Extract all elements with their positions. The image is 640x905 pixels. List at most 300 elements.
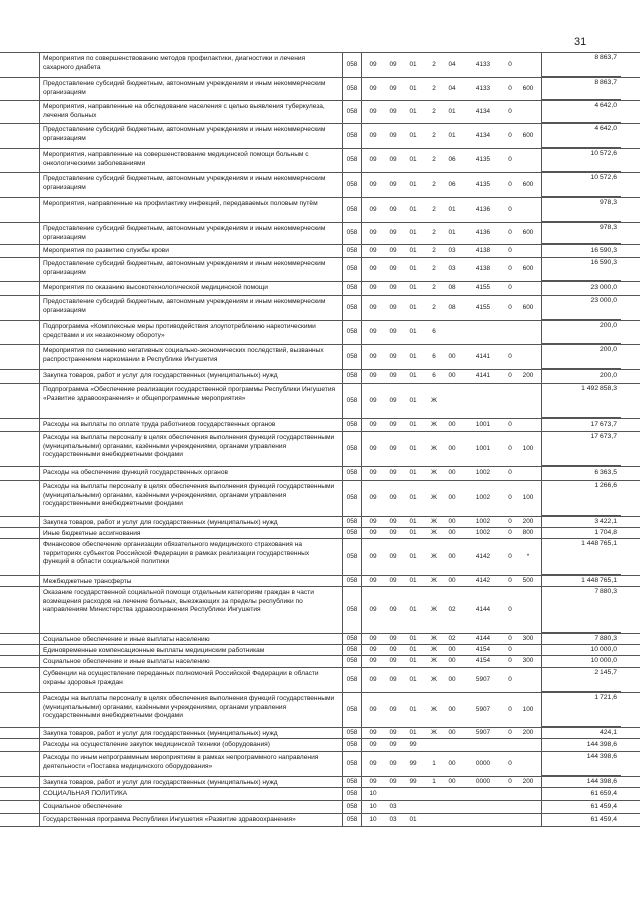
expense-type-code xyxy=(519,149,537,172)
event-code: 00 xyxy=(448,705,456,713)
program-code: 99 xyxy=(409,759,417,767)
row-amount: 144 398,6 xyxy=(541,739,621,751)
subsection-code: 09 xyxy=(389,396,397,404)
program-code: 01 xyxy=(409,494,417,502)
subsection-code: 09 xyxy=(389,372,397,380)
row-margin-cell xyxy=(0,370,40,383)
row-name: Расходы на обеспечение функций государственных органов xyxy=(43,469,228,476)
subsection-code xyxy=(384,788,402,800)
extra-code: 0 xyxy=(508,107,512,115)
program-code: 99 xyxy=(409,777,417,785)
table-row xyxy=(0,655,640,667)
row-amount: 8 863,7 xyxy=(541,78,621,100)
program-code: 01 xyxy=(409,205,417,213)
row-margin-cell xyxy=(0,634,40,644)
row-name: Мероприятия, направленные на обследование населения с целью выявления туберкулеза, лечения больных xyxy=(43,103,325,119)
expense-type-code xyxy=(519,645,537,655)
row-amount: 16 590,3 xyxy=(541,258,621,281)
expense-type-code: 600 xyxy=(522,180,534,188)
section-code: 09 xyxy=(369,517,377,525)
expense-type-code: 600 xyxy=(522,84,534,92)
row-amount: 17 673,7 xyxy=(541,419,621,431)
program-code: 01 xyxy=(409,303,417,311)
program-code: 01 xyxy=(409,605,417,613)
row-amount: 4 642,0 xyxy=(541,124,621,148)
subprogram-code: 1 xyxy=(432,759,436,767)
expense-type-code xyxy=(519,53,537,77)
subprogram-code: Ж xyxy=(431,645,437,653)
table-row xyxy=(0,692,640,727)
section-code: 09 xyxy=(369,634,377,642)
table-row xyxy=(0,738,640,751)
expense-type-code: * xyxy=(526,552,530,560)
event-code: 00 xyxy=(448,552,456,560)
program-code: 01 xyxy=(409,396,417,404)
event-code: 03 xyxy=(448,265,456,273)
subsection-code: 09 xyxy=(389,420,397,428)
event-code: 00 xyxy=(448,728,456,736)
section-code: 09 xyxy=(369,728,377,736)
row-name: Мероприятия по развитию службы крови xyxy=(43,247,169,254)
section-code: 09 xyxy=(369,84,377,92)
event-code xyxy=(444,801,460,813)
subsection-code: 09 xyxy=(389,131,397,139)
row-amount: 6 363,5 xyxy=(541,467,621,480)
section-code: 09 xyxy=(369,657,377,665)
subsection-code: 09 xyxy=(389,303,397,311)
gr-code: 058 xyxy=(342,245,362,257)
table-row xyxy=(0,787,640,800)
subprogram-code: Ж xyxy=(431,675,437,683)
subsection-code: 09 xyxy=(389,444,397,452)
row-margin-cell xyxy=(0,124,40,148)
section-code: 09 xyxy=(369,328,377,336)
expense-type-code: 600 xyxy=(522,131,534,139)
table-row xyxy=(0,320,640,344)
program-code: 01 xyxy=(409,180,417,188)
gr-code: 058 xyxy=(342,634,362,644)
row-margin-cell xyxy=(0,788,40,800)
direction-code xyxy=(470,739,496,751)
program-code: 01 xyxy=(409,444,417,452)
table-row xyxy=(0,575,640,586)
direction-code: 1001 xyxy=(475,444,491,452)
subsection-code: 09 xyxy=(389,328,397,336)
gr-code: 058 xyxy=(342,801,362,813)
section-code: 09 xyxy=(369,205,377,213)
gr-code: 058 xyxy=(342,345,362,369)
table-row xyxy=(0,52,640,77)
gr-code: 058 xyxy=(342,282,362,295)
row-amount: 1 266,6 xyxy=(541,481,621,516)
row-name: Предоставление субсидий бюджетным, автономным учреждениям и иным некоммерческим организациям xyxy=(43,126,326,142)
extra-code: 0 xyxy=(508,657,512,665)
extra-code: 0 xyxy=(508,156,512,164)
row-amount: 23 000,0 xyxy=(541,296,621,320)
row-amount: 200,0 xyxy=(541,345,621,369)
table-row xyxy=(0,800,640,813)
row-amount: 2 145,7 xyxy=(541,668,621,692)
row-name: Закупка товаров, работ и услуг для государственных (муниципальных) нужд xyxy=(43,779,278,786)
gr-code: 058 xyxy=(342,321,362,344)
row-margin-cell xyxy=(0,668,40,692)
program-code: 01 xyxy=(409,372,417,380)
row-name: Подпрограмма «Комплексные меры противодействия злоупотреблению наркотическими средствами и их незаконному обороту» xyxy=(43,323,316,339)
row-amount: 3 422,1 xyxy=(541,517,621,527)
section-code: 09 xyxy=(369,396,377,404)
extra-code: 0 xyxy=(508,303,512,311)
expense-type-code: 600 xyxy=(522,229,534,237)
table-row xyxy=(0,369,640,383)
extra-code: 0 xyxy=(508,131,512,139)
expense-type-code: 800 xyxy=(522,528,534,536)
expense-type-code xyxy=(519,345,537,369)
subsection-code: 09 xyxy=(389,634,397,642)
program-code: 01 xyxy=(409,705,417,713)
expense-type-code: 300 xyxy=(522,657,534,665)
expense-type-code xyxy=(519,101,537,123)
program-code: 01 xyxy=(409,328,417,336)
direction-code: 4138 xyxy=(475,265,491,273)
event-code: 00 xyxy=(448,494,456,502)
subsection-code: 09 xyxy=(389,657,397,665)
expense-type-code xyxy=(519,587,537,633)
row-amount: 7 880,3 xyxy=(541,634,621,644)
table-row xyxy=(0,257,640,281)
row-margin-cell xyxy=(0,656,40,667)
section-code: 09 xyxy=(369,469,377,477)
expense-type-code: 100 xyxy=(522,444,534,452)
table-row xyxy=(0,281,640,295)
section-code: 09 xyxy=(369,675,377,683)
direction-code: 4135 xyxy=(475,156,491,164)
gr-code: 058 xyxy=(342,198,362,222)
gr-code: 058 xyxy=(342,419,362,431)
direction-code: 4155 xyxy=(475,303,491,311)
subsection-code: 09 xyxy=(389,517,397,525)
program-code: 01 xyxy=(409,469,417,477)
direction-code xyxy=(470,384,496,418)
table-row xyxy=(0,77,640,100)
table-row xyxy=(0,466,640,480)
extra-code: 0 xyxy=(508,759,512,767)
section-code: 09 xyxy=(369,420,377,428)
row-margin-cell xyxy=(0,693,40,727)
direction-code: 5907 xyxy=(475,675,491,683)
direction-code: 4141 xyxy=(475,372,491,380)
row-amount: 23 000,0 xyxy=(541,282,621,295)
extra-code: 0 xyxy=(508,284,512,292)
subprogram-code: Ж xyxy=(431,517,437,525)
gr-code: 058 xyxy=(342,53,362,77)
subprogram-code xyxy=(426,814,442,826)
subsection-code: 09 xyxy=(389,84,397,92)
direction-code: 1002 xyxy=(475,517,491,525)
event-code: 04 xyxy=(448,60,456,68)
gr-code: 058 xyxy=(342,668,362,692)
row-name: Подпрограмма «Обеспечение реализации государственной программы Республики Ингушетия «Развитие здравоохранения» и общепрограммные мероприятия» xyxy=(43,386,336,402)
expense-type-code xyxy=(519,788,537,800)
subprogram-code: Ж xyxy=(431,705,437,713)
section-code: 09 xyxy=(369,265,377,273)
row-amount: 200,0 xyxy=(541,370,621,383)
row-margin-cell xyxy=(0,149,40,172)
row-margin-cell xyxy=(0,739,40,751)
row-amount: 1 448 765,1 xyxy=(541,539,621,575)
gr-code: 058 xyxy=(342,656,362,667)
subsection-code: 09 xyxy=(389,107,397,115)
event-code: 00 xyxy=(448,420,456,428)
section-code: 10 xyxy=(369,802,377,810)
extra-code: 0 xyxy=(508,444,512,452)
gr-code: 058 xyxy=(342,467,362,480)
row-name: Расходы на выплаты персоналу в целях обеспечения выполнения функций государственными (муниципальными) органами, казёнными учреждениями, органами управления государственными внебюджетными фондами xyxy=(43,695,335,720)
direction-code: 1002 xyxy=(475,528,491,536)
row-amount: 7 880,3 xyxy=(541,587,621,633)
event-code: 00 xyxy=(448,528,456,536)
expense-type-code xyxy=(519,198,537,222)
section-code: 09 xyxy=(369,576,377,584)
section-code: 09 xyxy=(369,444,377,452)
program-code: 01 xyxy=(409,728,417,736)
event-code: 04 xyxy=(448,84,456,92)
gr-code: 058 xyxy=(342,539,362,575)
direction-code: 4133 xyxy=(475,84,491,92)
subprogram-code: 2 xyxy=(432,205,436,213)
extra-code: 0 xyxy=(508,84,512,92)
row-name: Расходы на выплаты персоналу в целях обеспечения выполнения функций государственными (муниципальными) органами, казёнными учреждениями, органами управления государственными внебюджетными фондами xyxy=(43,434,335,459)
extra-code: 0 xyxy=(508,469,512,477)
program-code: 01 xyxy=(409,246,417,254)
direction-code: 4136 xyxy=(475,229,491,237)
section-code: 09 xyxy=(369,131,377,139)
gr-code: 058 xyxy=(342,517,362,527)
extra-code xyxy=(504,384,516,418)
table-row xyxy=(0,516,640,527)
gr-code: 058 xyxy=(342,481,362,516)
subsection-code: 09 xyxy=(389,576,397,584)
expense-type-code xyxy=(519,321,537,344)
gr-code: 058 xyxy=(342,223,362,244)
subprogram-code xyxy=(426,739,442,751)
row-margin-cell xyxy=(0,245,40,257)
subsection-code: 09 xyxy=(389,205,397,213)
subsection-code: 09 xyxy=(389,605,397,613)
gr-code: 058 xyxy=(342,149,362,172)
direction-code: 1002 xyxy=(475,494,491,502)
row-amount: 17 673,7 xyxy=(541,432,621,466)
row-margin-cell xyxy=(0,481,40,516)
subprogram-code: Ж xyxy=(431,552,437,560)
program-code: 01 xyxy=(409,517,417,525)
row-name: Предоставление субсидий бюджетным, автономным учреждениям и иным некоммерческим организациям xyxy=(43,175,326,191)
extra-code xyxy=(504,788,516,800)
event-code xyxy=(444,788,460,800)
subsection-code: 09 xyxy=(389,759,397,767)
section-code: 09 xyxy=(369,246,377,254)
program-code: 01 xyxy=(409,229,417,237)
row-margin-cell xyxy=(0,587,40,633)
table-row xyxy=(0,527,640,538)
gr-code: 058 xyxy=(342,752,362,776)
extra-code: 0 xyxy=(508,246,512,254)
row-name: Закупка товаров, работ и услуг для государственных (муниципальных) нужд xyxy=(43,730,278,737)
table-row xyxy=(0,344,640,369)
page-number: 31 xyxy=(574,36,587,48)
row-name: Мероприятия, направленные на совершенствование медицинской помощи больным с онкологическими заболеваниями xyxy=(43,151,309,167)
row-margin-cell xyxy=(0,78,40,100)
expense-type-code xyxy=(519,467,537,480)
extra-code xyxy=(504,739,516,751)
event-code: 02 xyxy=(448,634,456,642)
row-amount: 10 000,0 xyxy=(541,645,621,655)
subprogram-code: 2 xyxy=(432,156,436,164)
subsection-code: 03 xyxy=(389,815,397,823)
section-code: 10 xyxy=(369,815,377,823)
row-amount: 16 590,3 xyxy=(541,245,621,257)
extra-code: 0 xyxy=(508,494,512,502)
expense-type-code xyxy=(519,801,537,813)
row-name: Оказание государственной социальной помощи отдельным категориям граждан в части возмещения расходов на лечение больных, выезжающих за пределы республики по направлениям Министерства здравоохранения Республики Ингушетия xyxy=(43,589,314,614)
row-name: Расходы на выплаты персоналу в целях обеспечения выполнения функций государственными (муниципальными) органами, казёнными учреждениями, органами управления государственными внебюджетными фондами xyxy=(43,483,335,508)
subprogram-code: Ж xyxy=(431,444,437,452)
extra-code: 0 xyxy=(508,576,512,584)
program-code: 01 xyxy=(409,352,417,360)
direction-code: 1001 xyxy=(475,420,491,428)
table-row xyxy=(0,431,640,466)
expense-type-code: 200 xyxy=(522,777,534,785)
row-amount: 978,3 xyxy=(541,223,621,244)
expense-type-code: 500 xyxy=(522,576,534,584)
table-row xyxy=(0,244,640,257)
subprogram-code: Ж xyxy=(431,728,437,736)
row-margin-cell xyxy=(0,576,40,586)
subsection-code: 09 xyxy=(389,645,397,653)
row-name: Мероприятия, направленные на профилактику инфекций, передаваемых половым путём xyxy=(43,200,318,207)
section-code: 09 xyxy=(369,645,377,653)
subprogram-code: 1 xyxy=(432,777,436,785)
row-margin-cell xyxy=(0,645,40,655)
row-name: Субвенции на осуществление переданных полномочий Российской Федерации в области охраны здоровья граждан xyxy=(43,670,319,686)
event-code: 01 xyxy=(448,205,456,213)
row-amount: 61 659,4 xyxy=(541,788,621,800)
section-code: 09 xyxy=(369,552,377,560)
extra-code: 0 xyxy=(508,728,512,736)
row-margin-cell xyxy=(0,517,40,527)
table-row xyxy=(0,418,640,431)
section-code: 09 xyxy=(369,777,377,785)
event-code: 00 xyxy=(448,576,456,584)
expense-type-code: 300 xyxy=(522,634,534,642)
row-amount: 10 572,6 xyxy=(541,173,621,197)
row-amount: 200,0 xyxy=(541,321,621,344)
direction-code: 4133 xyxy=(475,60,491,68)
extra-code: 0 xyxy=(508,605,512,613)
row-margin-cell xyxy=(0,752,40,776)
table-row xyxy=(0,727,640,738)
expense-type-code: 200 xyxy=(522,517,534,525)
program-code: 01 xyxy=(409,284,417,292)
program-code: 01 xyxy=(409,657,417,665)
expense-type-code xyxy=(519,282,537,295)
table-row xyxy=(0,538,640,575)
event-code: 08 xyxy=(448,284,456,292)
table-row xyxy=(0,644,640,655)
extra-code xyxy=(504,321,516,344)
subprogram-code: Ж xyxy=(431,420,437,428)
subsection-code: 09 xyxy=(389,494,397,502)
subprogram-code xyxy=(426,788,442,800)
row-amount: 4 642,0 xyxy=(541,101,621,123)
row-amount: 10 572,6 xyxy=(541,149,621,172)
subprogram-code: 2 xyxy=(432,303,436,311)
row-amount: 144 398,6 xyxy=(541,752,621,776)
event-code: 00 xyxy=(448,777,456,785)
row-name: Иные бюджетные ассигнования xyxy=(43,530,141,537)
row-amount: 1 492 858,3 xyxy=(541,384,621,418)
table-row xyxy=(0,222,640,244)
section-code: 09 xyxy=(369,180,377,188)
event-code: 02 xyxy=(448,605,456,613)
subprogram-code: Ж xyxy=(431,494,437,502)
subprogram-code: 2 xyxy=(432,229,436,237)
subprogram-code: Ж xyxy=(431,634,437,642)
direction-code: 5907 xyxy=(475,705,491,713)
event-code: 00 xyxy=(448,444,456,452)
table-row xyxy=(0,295,640,320)
direction-code: 5907 xyxy=(475,728,491,736)
row-margin-cell xyxy=(0,384,40,418)
subprogram-code: Ж xyxy=(431,469,437,477)
subprogram-code: Ж xyxy=(431,396,437,404)
table-row xyxy=(0,172,640,197)
row-name: Расходы на выплаты по оплате труда работников государственных органов xyxy=(43,421,276,428)
extra-code xyxy=(504,801,516,813)
section-code: 09 xyxy=(369,284,377,292)
row-amount: 978,3 xyxy=(541,198,621,222)
expense-type-code xyxy=(519,245,537,257)
subsection-code: 09 xyxy=(389,705,397,713)
event-code: 01 xyxy=(448,131,456,139)
table-row xyxy=(0,383,640,418)
subprogram-code: 2 xyxy=(432,131,436,139)
subprogram-code: Ж xyxy=(431,657,437,665)
section-code: 09 xyxy=(369,156,377,164)
direction-code xyxy=(470,788,496,800)
row-margin-cell xyxy=(0,321,40,344)
row-name: Межбюджетные трансферты xyxy=(43,578,132,585)
table-row xyxy=(0,751,640,776)
row-margin-cell xyxy=(0,282,40,295)
direction-code: 1002 xyxy=(475,469,491,477)
section-code: 09 xyxy=(369,494,377,502)
row-margin-cell xyxy=(0,814,40,826)
subsection-code: 09 xyxy=(389,229,397,237)
direction-code: 4142 xyxy=(475,552,491,560)
event-code: 00 xyxy=(448,372,456,380)
subprogram-code: 2 xyxy=(432,107,436,115)
program-code: 01 xyxy=(409,84,417,92)
event-code: 00 xyxy=(448,675,456,683)
program-code: 01 xyxy=(409,131,417,139)
extra-code: 0 xyxy=(508,229,512,237)
row-margin-cell xyxy=(0,101,40,123)
row-margin-cell xyxy=(0,539,40,575)
extra-code: 0 xyxy=(508,60,512,68)
table-row xyxy=(0,586,640,633)
row-margin-cell xyxy=(0,53,40,77)
program-code: 01 xyxy=(409,552,417,560)
